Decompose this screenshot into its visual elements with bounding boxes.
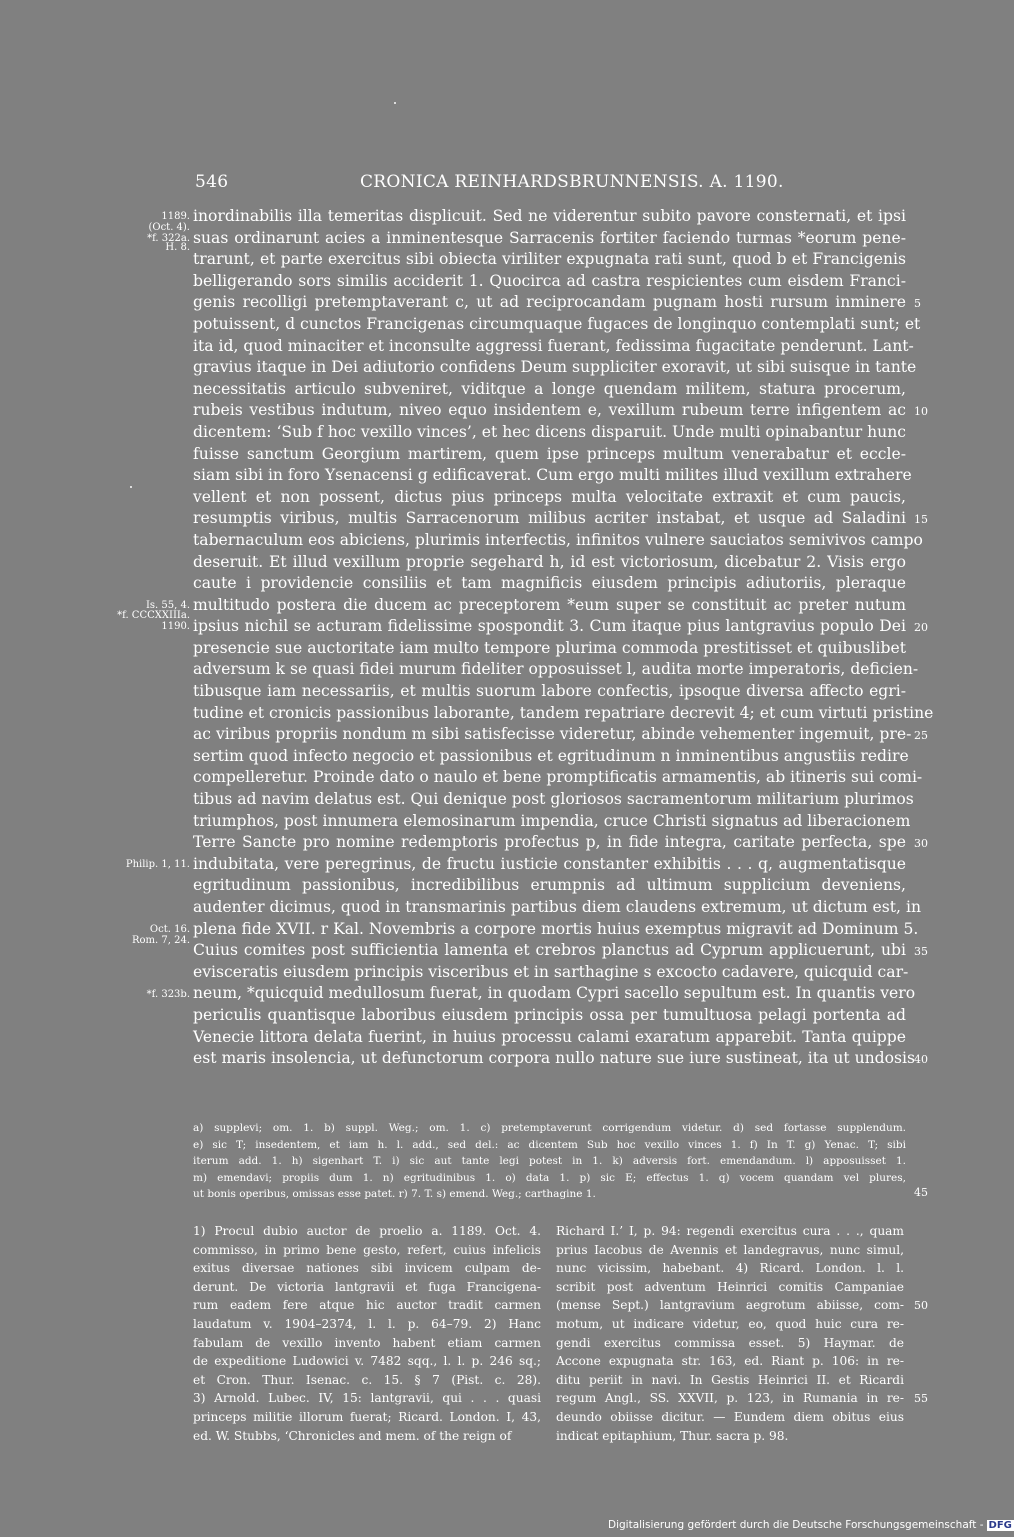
footnote-line: 3) Arnold. Lubec. IV, 15: lantgravii, qui . . . quasi	[193, 1391, 541, 1406]
apparatus-line: a) supplevi; om. 1. b) suppl. Weg.; om. 1. c) pretemptaverunt corrigendum videtur. d) sed fortasse supplendum.	[193, 1122, 906, 1134]
footnote-line: de expeditione Ludowici v. 7482 sqq., l. l. p. 246 sq.;	[193, 1354, 541, 1369]
footnote-line: 1) Procul dubio auctor de proelio a. 1189. Oct. 4.	[193, 1224, 541, 1238]
line-number: 20	[914, 621, 928, 635]
text-line: suas ordinarunt acies a inminentesque Sarracenis fortiter faciendo turmas *eorum pene-	[193, 228, 906, 247]
line-number: 25	[914, 729, 928, 743]
margin-note: (Oct. 4).	[148, 221, 190, 233]
footnote-line: ed. W. Stubbs, ‘Chronicles and mem. of the reign of	[193, 1428, 512, 1443]
page-number: 546	[195, 172, 229, 192]
line-number: 40	[914, 1053, 928, 1067]
footnotes-left-column	[193, 1222, 541, 1445]
running-title: CRONICA REINHARDSBRUNNENSIS. A. 1190.	[360, 172, 784, 192]
apparatus-line: iterum add. 1. h) sigenhart T. i) sic aut tante legi potest in 1. k) adversis fort. emendandum. l) apposuisset 1.	[193, 1155, 906, 1167]
text-line: audenter dicimus, quod in transmarinis partibus diem claudens extremum, ut dictum est, in	[193, 898, 922, 916]
text-line: multitudo postera die ducem ac preceptorem *eum super se constituit ac preter nutum	[193, 595, 906, 614]
text-line: trarunt, et parte exercitus sibi obiecta viriliter expugnata rati sunt, quod b et Francigenis	[193, 250, 906, 269]
text-line: est maris insolencia, ut defunctorum corpora nullo nature sue iure sustineat, ita ut undosis	[193, 1049, 916, 1068]
page-header	[195, 172, 905, 196]
text-line: periculis quantisque laboribus eiusdem principis ossa per tumultuosa pelagi portenta ad	[193, 1005, 906, 1024]
footnote-line: Accone expugnata str. 163, ed. Riant p. 106: in re-	[556, 1354, 904, 1369]
line-number: 15	[914, 513, 928, 527]
text-line: egritudinum passionibus, incredibilibus erumpnis ad ultimum supplicium deveniens,	[193, 876, 906, 895]
scan-speck	[394, 102, 396, 104]
apparatus-line: ut bonis operibus, omissas esse patet. r) 7. T. s) emend. Weg.; carthagine 1.	[193, 1188, 596, 1200]
text-line: caute i providencie consiliis et tam magnificis eiusdem principis adiutoriis, pleraque	[193, 574, 906, 593]
footnote-line: indicat epitaphium, Thur. sacra p. 98.	[556, 1428, 789, 1443]
footnote-line: laudatum v. 1904–2374, l. l. p. 64–79. 2) Hanc	[193, 1316, 541, 1331]
footnote-line: gendi exercitus commissa esset. 5) Haymar. de	[556, 1335, 904, 1350]
text-line: resumptis viribus, multis Sarracenorum milibus acriter instabat, et usque ad Saladini	[193, 509, 906, 528]
footnote-line: motum, ut indicare videtur, eo, quod huic cura re-	[556, 1316, 904, 1331]
text-line: Venecie littora delata fuerint, in huius processu calami exaratum apparebit. Tanta quippe	[193, 1027, 906, 1046]
footnote-line: exitus diversae nationes sibi invicem culpam de-	[193, 1261, 541, 1276]
footnote-line: fabulam de vexillo invento habent etiam carmen	[193, 1335, 541, 1350]
footnote-line: nunc vicissim, habebant. 4) Ricard. London. l. l.	[556, 1261, 904, 1276]
text-line: ac viribus propriis nondum m sibi satisfecisse videretur, abinde vehementer ingemuit, pre-	[193, 725, 912, 744]
text-line: genis recolligi pretemptaverant c, ut ad reciprocandam pugnam hosti rursum inminere	[193, 293, 906, 312]
text-line: Cuius comites post sufficientia lamenta et crebros planctus ad Cyprum applicuerunt, ubi	[193, 941, 906, 960]
footer-text: Digitalisierung gefördert durch die Deutsche Forschungsgemeinschaft -	[608, 1519, 984, 1531]
text-line: siam sibi in foro Ysenacensi g edificaverat. Cum ergo multi milites illud vexillum extrahere	[193, 466, 912, 485]
text-line: gravius itaque in Dei adiutorio confidens Deum suppliciter exoravit, ut sibi suisque in tante	[193, 358, 917, 377]
text-line: plena fide XVII. r Kal. Novembris a corpore mortis huius exemptus migravit ad Dominum 5.	[193, 919, 919, 938]
footer-credit	[608, 1519, 1014, 1534]
footnote-line: scribit post adventum Heinrici comitis Campaniae	[556, 1279, 904, 1294]
footnotes-right-column	[556, 1222, 904, 1445]
text-line: adversum k se quasi fidei murum fideliter opposuisset l, audita morte imperatoris, deficien-	[193, 660, 919, 679]
text-line: dicentem: ‘Sub f hoc vexillo vinces’, et hec dicens disparuit. Unde multi opinabantur hunc	[193, 422, 906, 441]
text-line: tudine et cronicis passionibus laborante, tandem repatriare decrevit 4; et cum virtuti pristine	[193, 703, 934, 722]
footnote-line: princeps militie illorum fuerat; Ricard. London. I, 43,	[193, 1409, 541, 1424]
margin-note: Rom. 7, 24.	[131, 934, 190, 946]
text-line: presencie sue auctoritate iam multo tempore plurima commoda prestitisset et quibuslibet	[193, 638, 906, 657]
text-line: inordinabilis illa temeritas displicuit. Sed ne viderentur subito pavore consternati, et ipsi	[193, 207, 906, 225]
text-line: vellent et non possent, dictus pius princeps multa velocitate extraxit et cum paucis,	[193, 487, 906, 506]
apparatus-line-number: 45	[914, 1186, 928, 1199]
line-number: 35	[914, 945, 928, 959]
margin-note: Philip. 1, 11.	[125, 859, 190, 870]
text-line: belligerando sors similis acciderit 1. Quocirca ad castra respicientes cum eisdem Franci-	[193, 271, 906, 290]
margin-note: *f. 323b.	[146, 988, 190, 1000]
text-line: necessitatis articulo subveniret, viditque a longe quendam militem, statura procerum,	[193, 379, 906, 398]
text-line: ita id, quod minaciter et inconsulte aggressi fuerant, fedissima fugacitate penderunt. Lant-	[193, 336, 914, 355]
line-number: 5	[914, 297, 921, 311]
footnote-line: ditu periit in navi. In Gestis Heinrici II. et Ricardi	[556, 1372, 904, 1387]
footnote-line: (mense Sept.) lantgravium aegrotum abiisse, com-	[556, 1298, 904, 1313]
apparatus-line: m) emendavi; propiis dum 1. n) egritudinibus 1. o) data 1. p) sic E; effectus 1. q) vocem quandam vel plures,	[193, 1171, 906, 1184]
footnote-line: Richard I.’ I, p. 94: regendi exercitus cura . . ., quam	[556, 1224, 904, 1238]
text-line: tibusque iam necessariis, et multis suorum labore confectis, ipsoque diversa affecto egri-	[193, 682, 906, 701]
margin-note: Is. 55, 4.	[145, 599, 190, 611]
footnote-line: prius Iacobus de Avennis et landegravus, nunc simul,	[556, 1242, 904, 1257]
footnote-line: deundo obiisse dicitur. — Eundem diem obitus eius	[556, 1409, 904, 1424]
text-line: triumphos, post innumera elemosinarum impendia, cruce Christi signatus ad liberacionem	[193, 811, 911, 830]
text-line: deseruit. Et illud vexillum proprie segehard h, id est victoriosum, dicebatur 2. Visis ergo	[193, 552, 906, 571]
margin-note: *f. 322a.	[147, 232, 190, 244]
margin-note: 1190.	[161, 621, 190, 633]
margin-note: Oct. 16.	[149, 923, 190, 935]
line-number: 30	[914, 837, 928, 851]
text-line: potuissent, d cunctos Francigenas circumquaque fugaces de longinquo contemplati sunt; et	[193, 314, 921, 333]
text-line: neum, *quicquid medullosum fuerat, in quodam Cypri sacello sepultum est. In quantis vero	[193, 984, 916, 1003]
footnote-line: derunt. De victoria lantgravii et fuga Francigena-	[193, 1279, 541, 1294]
text-line: indubitata, vere peregrinus, de fructu iusticie constanter exhibitis . . . q, augmentatisque	[193, 854, 906, 873]
footnote-line: rum eadem fere atque hic auctor tradit carmen	[193, 1298, 541, 1313]
scan-speck	[130, 486, 132, 488]
text-line: tabernaculum eos abiciens, plurimis interfectis, infinitos vulnere sauciatos semivivos campo	[193, 530, 923, 549]
footnote-line: regum Angl., SS. XXVII, p. 123, in Rumania in re-	[556, 1391, 904, 1406]
line-number: 50	[914, 1299, 928, 1313]
apparatus-line: e) sic T; insedentem, et iam h. l. add., sed del.: ac dicentem Sub hoc vexillo vinces 1. f) In T. g) Yenac. T; sibi	[193, 1138, 906, 1151]
text-line: rubeis vestibus indutum, niveo equo insidentem e, vexillum rubeum terre infigentem ac	[193, 401, 906, 420]
margin-note: H. 8.	[165, 242, 190, 254]
text-line: fuisse sanctum Georgium martirem, quem ipse princeps multum venerabatur et eccle-	[193, 444, 906, 463]
margin-note: *f. CCCXXIIIa.	[117, 609, 190, 621]
text-line: Terre Sancte pro nomine redemptoris profectus p, in fide integra, caritate perfecta, spe	[193, 833, 906, 852]
text-line: sertim quod infecto negocio et passionibus et egritudinum n inminentibus angustiis redire	[193, 746, 909, 765]
text-line: ipsius nichil se acturam fidelissime spospondit 3. Cum itaque pius lantgravius populo Dei	[193, 617, 906, 636]
text-line: evisceratis eiusdem principis visceribus et in sarthagine s excocto cadavere, quicquid car-	[193, 962, 909, 981]
line-number: 55	[914, 1392, 928, 1406]
footnote-line: commisso, in primo bene gesto, refert, cuius infelicis	[193, 1242, 541, 1257]
dfg-logo: DFG	[988, 1520, 1012, 1531]
text-line: compelleretur. Proinde dato o naulo et bene promptificatis armamentis, ab itineris sui comi-	[193, 768, 923, 787]
footnote-line: et Cron. Thur. Isenac. c. 15. § 7 (Pist. c. 28).	[193, 1372, 541, 1387]
line-number: 10	[914, 405, 928, 419]
critical-apparatus	[193, 1120, 906, 1203]
text-line: tibus ad navim delatus est. Qui denique post gloriosos sacramentorum militarium plurimos	[193, 790, 914, 809]
margin-note: 1189.	[161, 211, 190, 222]
